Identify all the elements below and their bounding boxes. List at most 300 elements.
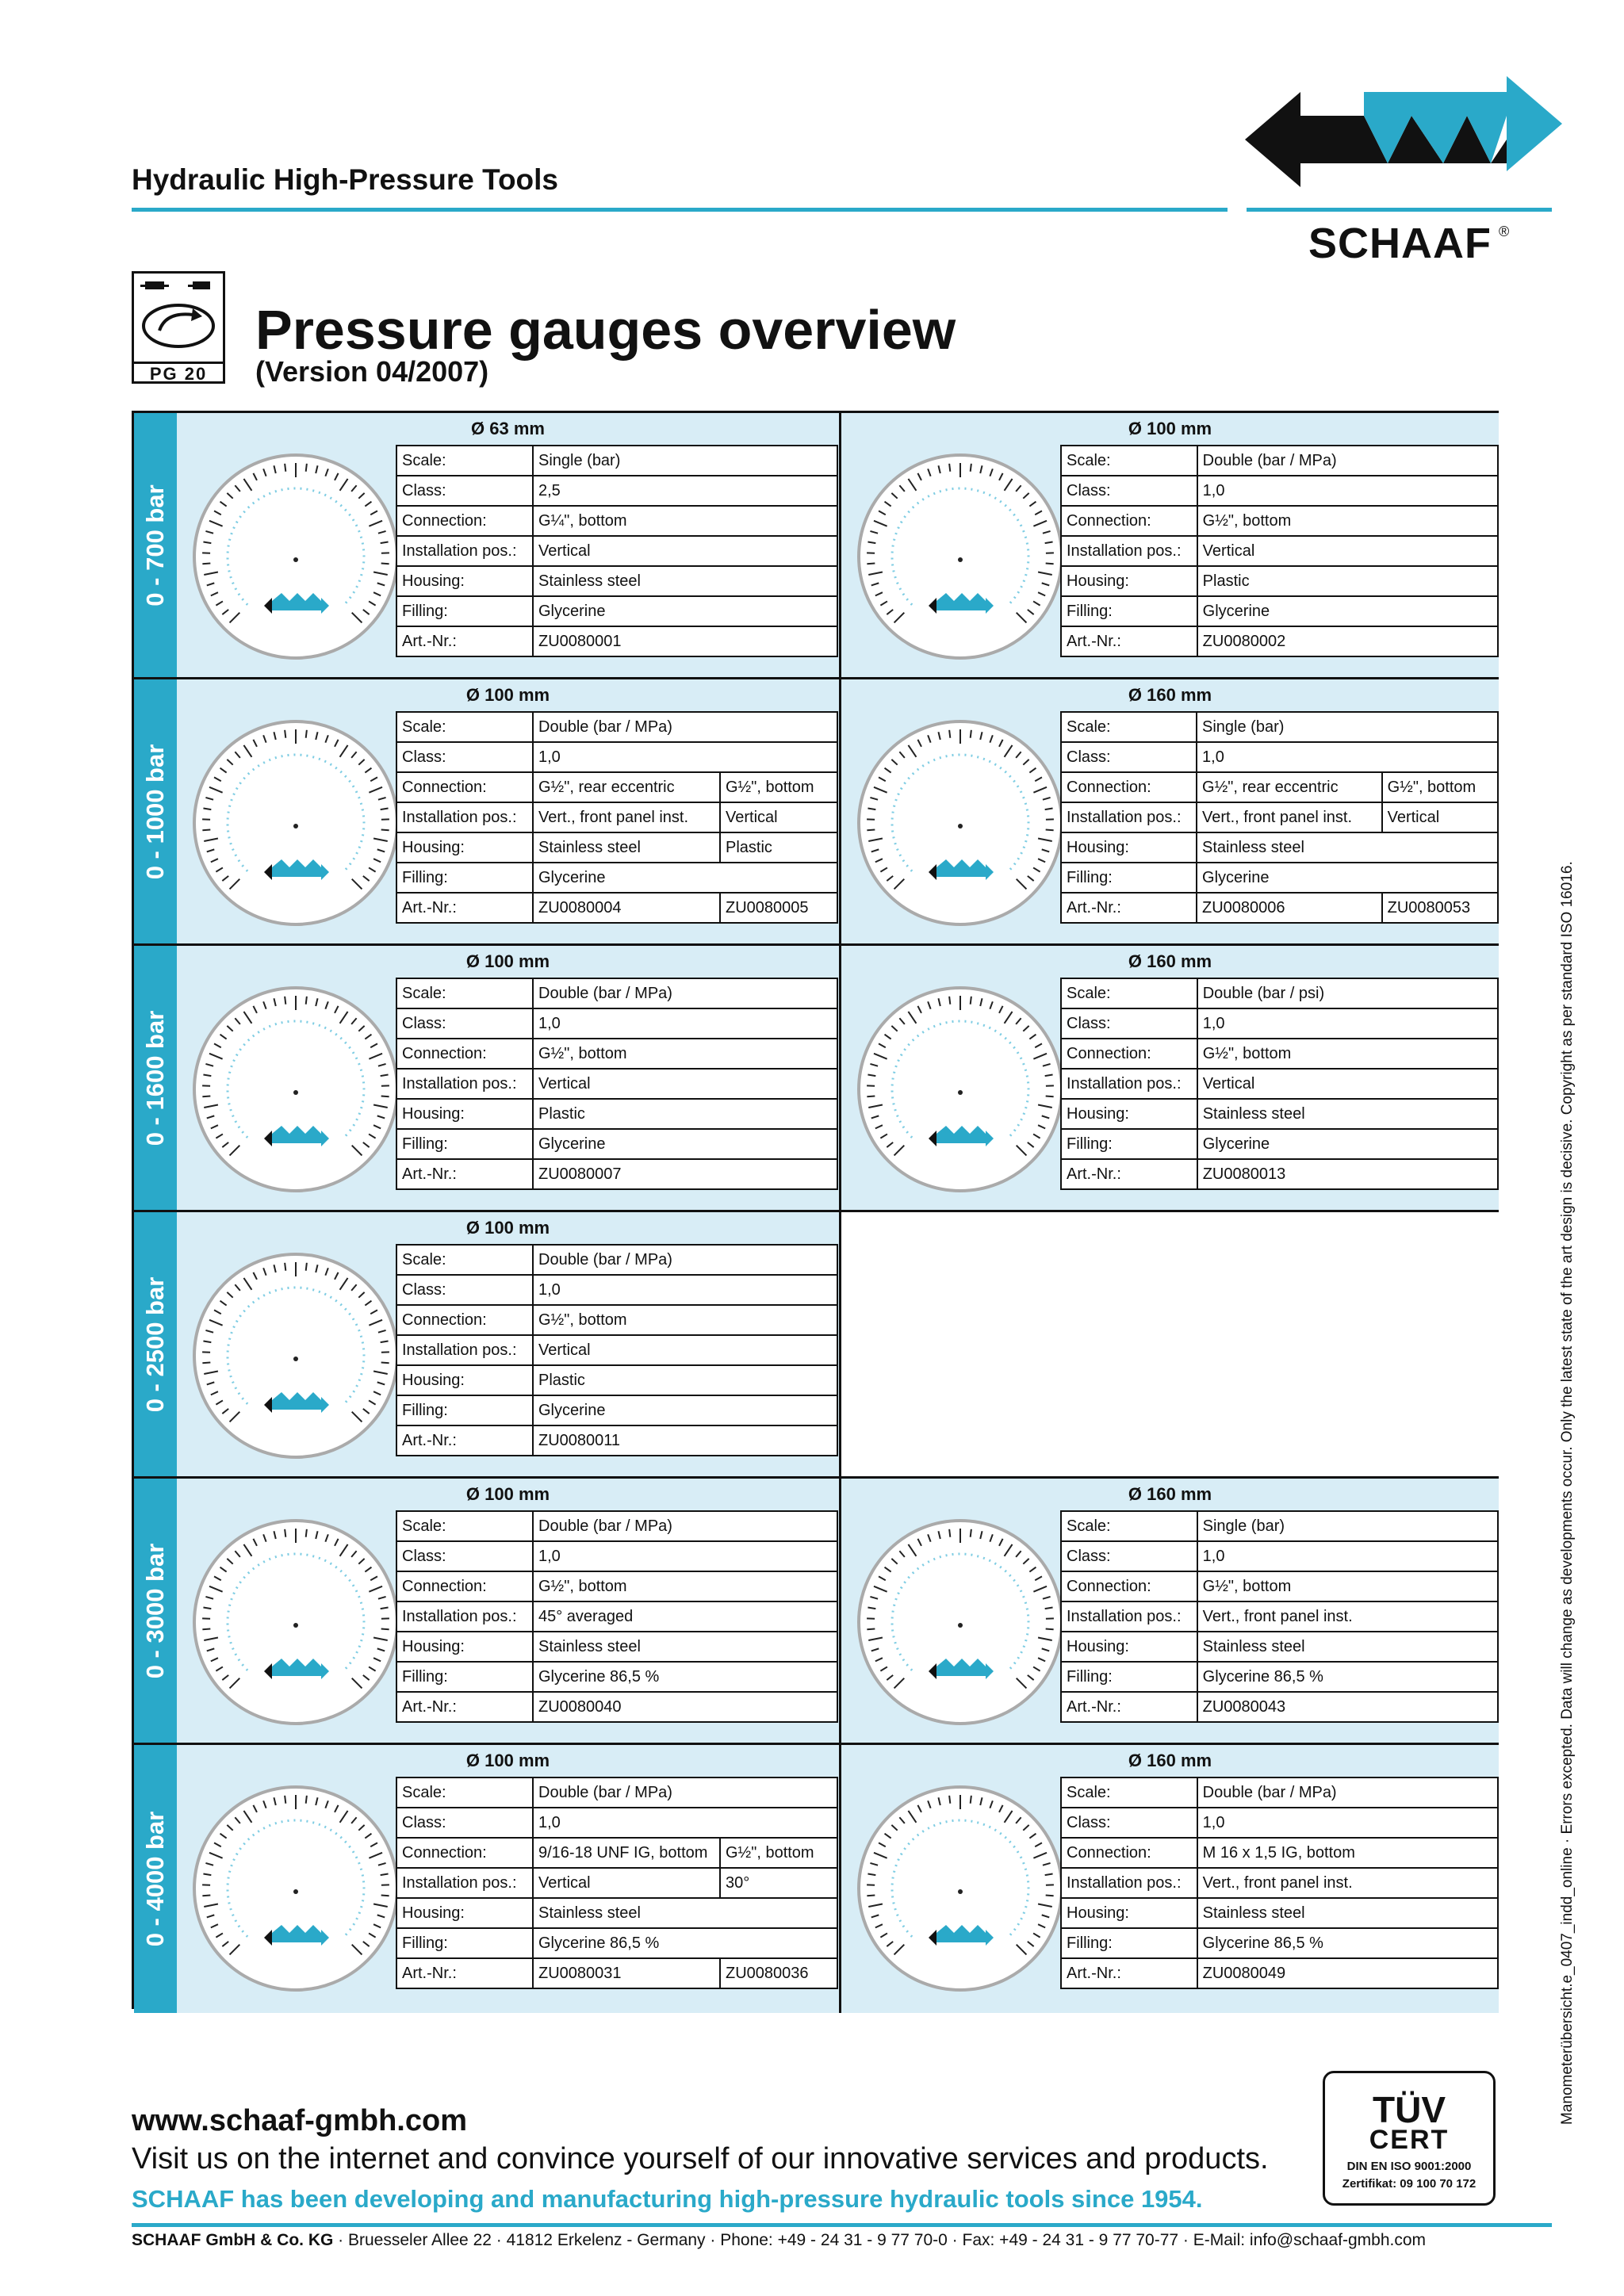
- spec-label: Class:: [396, 742, 533, 772]
- spec-row-art: [1061, 1692, 1498, 1722]
- spec-row-scale: [396, 1511, 837, 1541]
- spec-label: Art.-Nr.:: [396, 1425, 533, 1456]
- spec-row-class: [1061, 1008, 1498, 1039]
- pressure-range-label: 0 - 3000 bar: [141, 1543, 169, 1678]
- spec-value: Vertical: [533, 536, 837, 566]
- spec-row-installation: [396, 536, 837, 566]
- spec-row-connection: [1061, 1039, 1498, 1069]
- pressure-range-band: [134, 1745, 177, 2013]
- spec-value: Glycerine: [1197, 863, 1498, 893]
- spec-value: Vert., front panel inst.: [1197, 1868, 1498, 1898]
- gauge-table: [132, 411, 1499, 2009]
- spec-label: Installation pos.:: [396, 1868, 533, 1898]
- spec-value: Glycerine 86,5 %: [533, 1662, 837, 1692]
- pressure-gauge-dial-icon: [188, 1781, 404, 1996]
- spec-label: Installation pos.:: [1061, 536, 1197, 566]
- spec-row-class: [396, 1008, 837, 1039]
- spec-label: Filling:: [1061, 596, 1197, 626]
- spec-value: Glycerine: [1197, 596, 1498, 626]
- spec-row-installation: [1061, 802, 1498, 832]
- spec-row-scale: [1061, 1777, 1498, 1808]
- spec-label: Housing:: [396, 1099, 533, 1129]
- spec-label: Art.-Nr.:: [1061, 893, 1197, 923]
- spec-label: Filling:: [1061, 1129, 1197, 1159]
- spec-value: Stainless steel: [533, 832, 720, 863]
- spec-label: Housing:: [396, 1898, 533, 1928]
- spec-value: Glycerine: [1197, 1129, 1498, 1159]
- tuv-certificate: Zertifikat: 09 100 70 172: [1342, 2177, 1477, 2191]
- spec-label: Scale:: [396, 1777, 533, 1808]
- spec-row-connection: [1061, 506, 1498, 536]
- pressure-gauge-symbol-icon: [134, 274, 223, 361]
- spec-value: 1,0: [1197, 1541, 1498, 1571]
- spec-label: Housing:: [396, 1365, 533, 1395]
- spec-value-alt: Vertical: [720, 802, 837, 832]
- gauge-cell-left: [177, 1212, 841, 1476]
- side-note: Manometerübersicht.e_0407_indd_online · Errors excepted. Data will change as developments occur. Only the latest state of the art design is decisive. Copyright as per standard ISO 16016.: [1559, 861, 1576, 2125]
- spec-row-art: [396, 1692, 837, 1722]
- spec-value: Vert., front panel inst.: [533, 802, 720, 832]
- spec-row-housing: [396, 1632, 837, 1662]
- pressure-gauge-dial-icon: [852, 1514, 1068, 1730]
- schaaf-logo-icon: [1245, 76, 1562, 212]
- spec-row-class: [1061, 1808, 1498, 1838]
- spec-label: Class:: [396, 1541, 533, 1571]
- spec-value: Glycerine: [533, 596, 837, 626]
- spec-label: Installation pos.:: [396, 536, 533, 566]
- gauge-row: [177, 1745, 1499, 2013]
- spec-row-installation: [396, 802, 837, 832]
- spec-label: Installation pos.:: [396, 1601, 533, 1632]
- spec-value: Glycerine: [533, 1129, 837, 1159]
- spec-value: ZU0080007: [533, 1159, 837, 1189]
- spec-row-housing: [1061, 1632, 1498, 1662]
- company-contact: · Bruesseler Allee 22 · 41812 Erkelenz - Germany · Phone: +49 - 24 31 - 9 77 70-0 · Fax: +49 - 24 31 - 9 77 70-77 · E-Mail: info@schaaf-gmbh.com: [333, 2231, 1427, 2249]
- spec-value: Vert., front panel inst.: [1197, 802, 1382, 832]
- spec-label: Housing:: [1061, 1898, 1197, 1928]
- spec-value: Single (bar): [1197, 712, 1498, 742]
- spec-row-class: [396, 1808, 837, 1838]
- spec-value-alt: Plastic: [720, 832, 837, 863]
- spec-label: Scale:: [1061, 978, 1197, 1008]
- spec-row-installation: [396, 1601, 837, 1632]
- spec-value: 2,5: [533, 476, 837, 506]
- spec-label: Class:: [1061, 1008, 1197, 1039]
- spec-row-scale: [396, 446, 837, 476]
- spec-row-scale: [1061, 446, 1498, 476]
- spec-value: ZU0080006: [1197, 893, 1382, 923]
- spec-row-art: [396, 1159, 837, 1189]
- spec-value: 1,0: [533, 1008, 837, 1039]
- spec-label: Art.-Nr.:: [396, 1692, 533, 1722]
- spec-row-filling: [1061, 596, 1498, 626]
- spec-value: 9/16-18 UNF IG, bottom: [533, 1838, 720, 1868]
- spec-label: Art.-Nr.:: [396, 1159, 533, 1189]
- spec-value: Vertical: [533, 1335, 837, 1365]
- spec-value: 1,0: [533, 742, 837, 772]
- spec-label: Housing:: [1061, 1632, 1197, 1662]
- spec-label: Scale:: [396, 978, 533, 1008]
- spec-value: G½", bottom: [1197, 1039, 1498, 1069]
- spec-value: 45° averaged: [533, 1601, 837, 1632]
- spec-row-filling: [396, 596, 837, 626]
- spec-row-installation: [396, 1868, 837, 1898]
- spec-row-class: [1061, 476, 1498, 506]
- gauge-cell-left: [177, 946, 841, 1210]
- spec-table: [1060, 978, 1499, 1190]
- spec-row-connection: [396, 772, 837, 802]
- spec-value: G½", bottom: [533, 1039, 837, 1069]
- spec-label: Connection:: [1061, 772, 1197, 802]
- spec-row-class: [396, 1275, 837, 1305]
- gauge-row: [177, 1212, 1499, 1479]
- spec-label: Filling:: [1061, 1662, 1197, 1692]
- spec-row-art: [396, 626, 837, 656]
- spec-table: [396, 711, 838, 924]
- gauge-cell-right: [841, 413, 1499, 677]
- spec-value: G½", bottom: [533, 1571, 837, 1601]
- spec-row-art: [1061, 1159, 1498, 1189]
- spec-value: G¼", bottom: [533, 506, 837, 536]
- spec-value-alt: 30°: [720, 1868, 837, 1898]
- spec-label: Housing:: [1061, 566, 1197, 596]
- spec-value: 1,0: [1197, 1008, 1498, 1039]
- gauge-diameter: Ø 100 mm: [465, 1218, 550, 1238]
- spec-label: Connection:: [396, 772, 533, 802]
- spec-row-filling: [396, 1662, 837, 1692]
- gauge-diameter: Ø 100 mm: [1128, 419, 1212, 438]
- spec-row-art: [1061, 626, 1498, 656]
- spec-label: Art.-Nr.:: [396, 893, 533, 923]
- spec-table: [1060, 1777, 1499, 1989]
- spec-row-filling: [1061, 1129, 1498, 1159]
- spec-row-connection: [396, 1305, 837, 1335]
- spec-value: Plastic: [533, 1099, 837, 1129]
- spec-row-class: [396, 1541, 837, 1571]
- spec-value-alt: G½", bottom: [720, 772, 837, 802]
- spec-label: Scale:: [1061, 712, 1197, 742]
- spec-label: Housing:: [396, 1632, 533, 1662]
- spec-row-connection: [396, 1838, 837, 1868]
- gauge-diameter: Ø 160 mm: [1128, 1484, 1212, 1504]
- spec-row-installation: [1061, 1069, 1498, 1099]
- visit-text: Visit us on the internet and convince yourself of our innovative services and products.: [132, 2142, 1269, 2175]
- spec-label: Installation pos.:: [1061, 802, 1197, 832]
- spec-row-installation: [1061, 536, 1498, 566]
- spec-row-connection: [1061, 1838, 1498, 1868]
- spec-row-scale: [396, 712, 837, 742]
- spec-value: Double (bar / MPa): [533, 1511, 837, 1541]
- pressure-gauge-dial-icon: [852, 715, 1068, 931]
- spec-label: Installation pos.:: [396, 1069, 533, 1099]
- spec-label: Class:: [1061, 1808, 1197, 1838]
- pressure-gauge-dial-icon: [852, 982, 1068, 1197]
- spec-value: ZU0080031: [533, 1958, 720, 1988]
- spec-row-art: [1061, 893, 1498, 923]
- spec-label: Connection:: [396, 1838, 533, 1868]
- spec-row-installation: [396, 1069, 837, 1099]
- spec-row-connection: [1061, 772, 1498, 802]
- section-title: Hydraulic High-Pressure Tools: [132, 163, 558, 196]
- spec-label: Class:: [396, 1808, 533, 1838]
- spec-table: [1060, 445, 1499, 657]
- spec-label: Filling:: [396, 596, 533, 626]
- spec-label: Scale:: [396, 1511, 533, 1541]
- header-rule: [132, 208, 1228, 212]
- spec-label: Class:: [396, 1008, 533, 1039]
- gauge-diameter: Ø 160 mm: [1128, 951, 1212, 971]
- spec-value: Double (bar / MPa): [533, 978, 837, 1008]
- spec-label: Installation pos.:: [1061, 1601, 1197, 1632]
- pressure-range-label: 0 - 1600 bar: [141, 1010, 169, 1146]
- pressure-gauge-dial-icon: [852, 449, 1068, 664]
- spec-value: Glycerine 86,5 %: [1197, 1662, 1498, 1692]
- spec-row-connection: [1061, 1571, 1498, 1601]
- tuv-cert: CERT: [1369, 2125, 1450, 2155]
- spec-label: Housing:: [396, 566, 533, 596]
- spec-row-filling: [1061, 1928, 1498, 1958]
- spec-value: 1,0: [1197, 476, 1498, 506]
- spec-row-housing: [1061, 566, 1498, 596]
- gauge-cell-left: [177, 679, 841, 943]
- spec-value: Vert., front panel inst.: [1197, 1601, 1498, 1632]
- spec-label: Art.-Nr.:: [1061, 626, 1197, 656]
- spec-row-connection: [396, 506, 837, 536]
- spec-label: Art.-Nr.:: [1061, 1692, 1197, 1722]
- spec-value: Vertical: [533, 1868, 720, 1898]
- spec-label: Connection:: [1061, 1039, 1197, 1069]
- pressure-range-band: [134, 1479, 177, 1745]
- pressure-gauge-dial-icon: [188, 715, 404, 931]
- gauge-diameter: Ø 63 mm: [471, 419, 545, 438]
- pressure-range-label: 0 - 700 bar: [141, 484, 169, 607]
- gauge-row: [177, 1479, 1499, 1745]
- spec-label: Connection:: [396, 1571, 533, 1601]
- gauge-cell-right: [841, 1745, 1499, 2013]
- spec-value: Double (bar / psi): [1197, 978, 1498, 1008]
- spec-value: ZU0080043: [1197, 1692, 1498, 1722]
- spec-row-housing: [1061, 832, 1498, 863]
- spec-row-filling: [1061, 1662, 1498, 1692]
- spec-label: Filling:: [396, 1129, 533, 1159]
- spec-table: [1060, 711, 1499, 924]
- spec-row-art: [396, 1425, 837, 1456]
- spec-value: Stainless steel: [1197, 832, 1498, 863]
- spec-label: Connection:: [396, 1039, 533, 1069]
- spec-row-filling: [396, 1129, 837, 1159]
- spec-table: [396, 978, 838, 1190]
- spec-table: [396, 1510, 838, 1723]
- spec-row-class: [1061, 742, 1498, 772]
- spec-label: Connection:: [1061, 1838, 1197, 1868]
- spec-label: Scale:: [396, 1245, 533, 1275]
- spec-label: Filling:: [1061, 1928, 1197, 1958]
- spec-label: Class:: [1061, 742, 1197, 772]
- spec-value: Vertical: [533, 1069, 837, 1099]
- spec-value: ZU0080013: [1197, 1159, 1498, 1189]
- spec-row-scale: [1061, 978, 1498, 1008]
- spec-label: Scale:: [1061, 1511, 1197, 1541]
- spec-table: [396, 1777, 838, 1989]
- spec-row-scale: [396, 978, 837, 1008]
- spec-label: Housing:: [396, 832, 533, 863]
- spec-value: Glycerine 86,5 %: [1197, 1928, 1498, 1958]
- spec-row-class: [1061, 1541, 1498, 1571]
- gauge-diameter: Ø 100 mm: [465, 1484, 550, 1504]
- tuv-iso: DIN EN ISO 9001:2000: [1346, 2160, 1472, 2173]
- spec-row-housing: [396, 1365, 837, 1395]
- spec-row-housing: [396, 832, 837, 863]
- spec-value: Stainless steel: [533, 566, 837, 596]
- spec-label: Art.-Nr.:: [396, 1958, 533, 1988]
- spec-row-scale: [396, 1777, 837, 1808]
- gauge-row: [177, 946, 1499, 1212]
- gauge-diameter: Ø 100 mm: [465, 685, 550, 705]
- spec-value: 1,0: [1197, 742, 1498, 772]
- spec-value: 1,0: [533, 1808, 837, 1838]
- gauge-diameter: Ø 160 mm: [1128, 685, 1212, 705]
- spec-value: G½", rear eccentric: [533, 772, 720, 802]
- spec-value: Stainless steel: [1197, 1632, 1498, 1662]
- spec-value: ZU0080040: [533, 1692, 837, 1722]
- spec-value: Double (bar / MPa): [1197, 1777, 1498, 1808]
- spec-row-housing: [396, 1898, 837, 1928]
- spec-label: Installation pos.:: [1061, 1069, 1197, 1099]
- spec-label: Scale:: [396, 446, 533, 476]
- spec-value: Plastic: [533, 1365, 837, 1395]
- spec-value: Glycerine: [533, 863, 837, 893]
- spec-row-housing: [396, 1099, 837, 1129]
- spec-value: G½", bottom: [1197, 506, 1498, 536]
- spec-row-housing: [1061, 1099, 1498, 1129]
- spec-label: Art.-Nr.:: [396, 626, 533, 656]
- spec-value: Glycerine: [533, 1395, 837, 1425]
- website-link[interactable]: www.schaaf-gmbh.com: [132, 2104, 467, 2137]
- spec-row-filling: [396, 1928, 837, 1958]
- pressure-range-band: [134, 679, 177, 946]
- company-name: SCHAAF GmbH & Co. KG: [132, 2231, 334, 2249]
- spec-label: Installation pos.:: [396, 802, 533, 832]
- spec-value: ZU0080001: [533, 626, 837, 656]
- footer-address: [132, 2231, 1426, 2250]
- version-label: (Version 04/2007): [255, 355, 489, 388]
- spec-label: Art.-Nr.:: [1061, 1958, 1197, 1988]
- pressure-range-band: [134, 946, 177, 1212]
- spec-row-filling: [1061, 863, 1498, 893]
- spec-row-installation: [1061, 1868, 1498, 1898]
- footer-rule: [132, 2223, 1552, 2227]
- spec-row-class: [396, 742, 837, 772]
- spec-row-class: [396, 476, 837, 506]
- spec-row-art: [1061, 1958, 1498, 1988]
- spec-value: Stainless steel: [533, 1898, 837, 1928]
- spec-value: Single (bar): [533, 446, 837, 476]
- spec-value: Single (bar): [1197, 1511, 1498, 1541]
- spec-label: Installation pos.:: [396, 1335, 533, 1365]
- spec-label: Connection:: [396, 1305, 533, 1335]
- spec-value: Vertical: [1197, 536, 1498, 566]
- tuv-mark: TÜV: [1373, 2089, 1446, 2130]
- spec-label: Filling:: [396, 1662, 533, 1692]
- spec-label: Art.-Nr.:: [1061, 1159, 1197, 1189]
- spec-row-housing: [1061, 1898, 1498, 1928]
- spec-label: Housing:: [1061, 832, 1197, 863]
- pressure-gauge-dial-icon: [852, 1781, 1068, 1996]
- spec-value: Double (bar / MPa): [533, 712, 837, 742]
- spec-value: 1,0: [533, 1541, 837, 1571]
- pressure-range-band: [134, 1212, 177, 1479]
- spec-value: ZU0080002: [1197, 626, 1498, 656]
- gauge-row: [177, 679, 1499, 946]
- gauge-cell-right: [841, 1212, 1499, 1476]
- spec-value: 1,0: [533, 1275, 837, 1305]
- spec-value: ZU0080004: [533, 893, 720, 923]
- spec-label: Scale:: [396, 712, 533, 742]
- spec-row-scale: [1061, 712, 1498, 742]
- spec-row-scale: [1061, 1511, 1498, 1541]
- spec-table: [396, 1244, 838, 1456]
- page-title: Pressure gauges overview: [255, 299, 956, 361]
- spec-label: Class:: [396, 476, 533, 506]
- pressure-gauge-dial-icon: [188, 1514, 404, 1730]
- spec-value: G½", bottom: [533, 1305, 837, 1335]
- spec-value-alt: G½", bottom: [720, 1838, 837, 1868]
- spec-value: M 16 x 1,5 IG, bottom: [1197, 1838, 1498, 1868]
- spec-row-filling: [396, 1395, 837, 1425]
- spec-row-art: [396, 1958, 837, 1988]
- gauge-cell-right: [841, 946, 1499, 1210]
- pressure-range-band: [134, 413, 177, 679]
- gauge-diameter: Ø 100 mm: [465, 1751, 550, 1770]
- spec-value: 1,0: [1197, 1808, 1498, 1838]
- spec-value: Glycerine 86,5 %: [533, 1928, 837, 1958]
- spec-value-alt: G½", bottom: [1382, 772, 1498, 802]
- spec-label: Class:: [396, 1275, 533, 1305]
- spec-value: Double (bar / MPa): [1197, 446, 1498, 476]
- spec-label: Scale:: [1061, 1777, 1197, 1808]
- spec-row-installation: [1061, 1601, 1498, 1632]
- spec-value-alt: ZU0080036: [720, 1958, 837, 1988]
- spec-value: G½", bottom: [1197, 1571, 1498, 1601]
- gauge-cell-right: [841, 679, 1499, 943]
- spec-row-art: [396, 893, 837, 923]
- spec-label: Connection:: [1061, 1571, 1197, 1601]
- spec-row-connection: [396, 1039, 837, 1069]
- spec-value: Vertical: [1197, 1069, 1498, 1099]
- pressure-gauge-dial-icon: [188, 982, 404, 1197]
- spec-label: Class:: [1061, 1541, 1197, 1571]
- spec-label: Filling:: [396, 1928, 533, 1958]
- gauge-row: [177, 413, 1499, 679]
- spec-row-housing: [396, 566, 837, 596]
- spec-table: [396, 445, 838, 657]
- spec-label: Connection:: [1061, 506, 1197, 536]
- spec-label: Filling:: [396, 1395, 533, 1425]
- spec-label: Filling:: [1061, 863, 1197, 893]
- gauge-diameter: Ø 100 mm: [465, 951, 550, 971]
- spec-label: Class:: [1061, 476, 1197, 506]
- spec-row-scale: [396, 1245, 837, 1275]
- gauge-cell-left: [177, 1479, 841, 1743]
- spec-value: ZU0080049: [1197, 1958, 1498, 1988]
- spec-label: Connection:: [396, 506, 533, 536]
- spec-row-connection: [396, 1571, 837, 1601]
- pressure-range-label: 0 - 4000 bar: [141, 1811, 169, 1947]
- spec-value: Double (bar / MPa): [533, 1245, 837, 1275]
- spec-label: Scale:: [1061, 446, 1197, 476]
- spec-value-alt: ZU0080005: [720, 893, 837, 923]
- gauge-cell-left: [177, 1745, 841, 2013]
